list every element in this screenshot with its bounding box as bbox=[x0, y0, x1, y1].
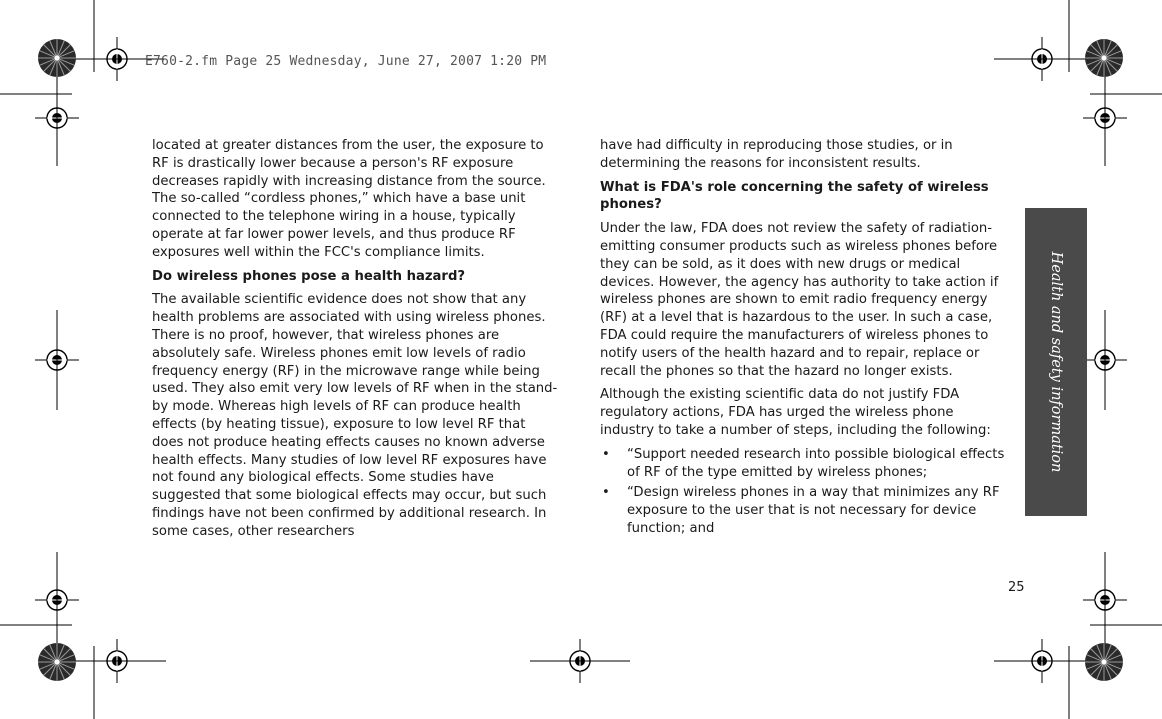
right-column bbox=[600, 137, 1008, 541]
right-paragraph-1: have had difficulty in reproducing those studies, or in determining the reasons for inconsistent results. bbox=[600, 138, 953, 171]
list-item-text: “Support needed research into possible biological effects of RF of the type emitted by wireless phones; bbox=[627, 446, 1005, 480]
right-paragraph-2: Under the law, FDA does not review the safety of radiation-emitting consumer products such as wireless phones before they can be sold, as it does with new drugs or medical devices. However, the agency has authority to take action if wireless phones are shown to emit radio frequency energy (RF) at a level that is hazardous to the user. In such a case, FDA could require the manufacturers of wireless phones to notify users of the health hazard and to repair, replace or recall the phones so that the hazard no longer exists. bbox=[600, 221, 999, 379]
right-heading-fda-role: What is FDA's role concerning the safety of wireless phones? bbox=[600, 179, 989, 213]
list-item bbox=[600, 446, 1008, 482]
left-paragraph-1: located at greater distances from the user, the exposure to RF is drastically lower because a person's RF exposure decreases rapidly with increasing distance from the source. The so-called “cordless phones,” which have a base unit connected to the telephone wiring in a house, typically operate at far lower power levels, and thus produce RF exposures well within the FCC's compliance limits. bbox=[152, 138, 546, 260]
left-column bbox=[152, 137, 560, 547]
left-paragraph-2: The available scientific evidence does not show that any health problems are associated with using wireless phones. There is no proof, however, that wireless phones are absolutely safe. Wireless phones emit low levels of radio frequency energy (RF) in the microwave range while being used. They also emit very low levels of RF when in the stand-by mode. Whereas high levels of RF can produce health effects (by heating tissue), exposure to low level RF that does not produce heating effects causes no known adverse health effects. Many studies of low level RF exposures have not found any biological effects. Some studies have suggested that some biological effects may occur, but such findings have not been confirmed by additional research. In some cases, other researchers bbox=[152, 292, 558, 539]
left-heading-health-hazard: Do wireless phones pose a health hazard? bbox=[152, 268, 466, 284]
section-side-tab bbox=[1025, 208, 1087, 516]
list-item-text: “Design wireless phones in a way that minimizes any RF exposure to the user that is not necessary for device function; and bbox=[627, 485, 1000, 536]
section-tab-label: Health and safety information bbox=[1048, 251, 1064, 473]
list-item bbox=[600, 484, 1008, 537]
right-paragraph-3: Although the existing scientific data do not justify FDA regulatory actions, FDA has urged the wireless phone industry to take a number of steps, including the following: bbox=[600, 387, 991, 438]
bullet-icon: • bbox=[602, 485, 610, 501]
fda-steps-list bbox=[600, 446, 1008, 538]
bullet-icon: • bbox=[602, 446, 610, 462]
page-number: 25 bbox=[1008, 580, 1025, 595]
print-header: E760-2.fm Page 25 Wednesday, June 27, 2007 1:20 PM bbox=[145, 54, 547, 69]
